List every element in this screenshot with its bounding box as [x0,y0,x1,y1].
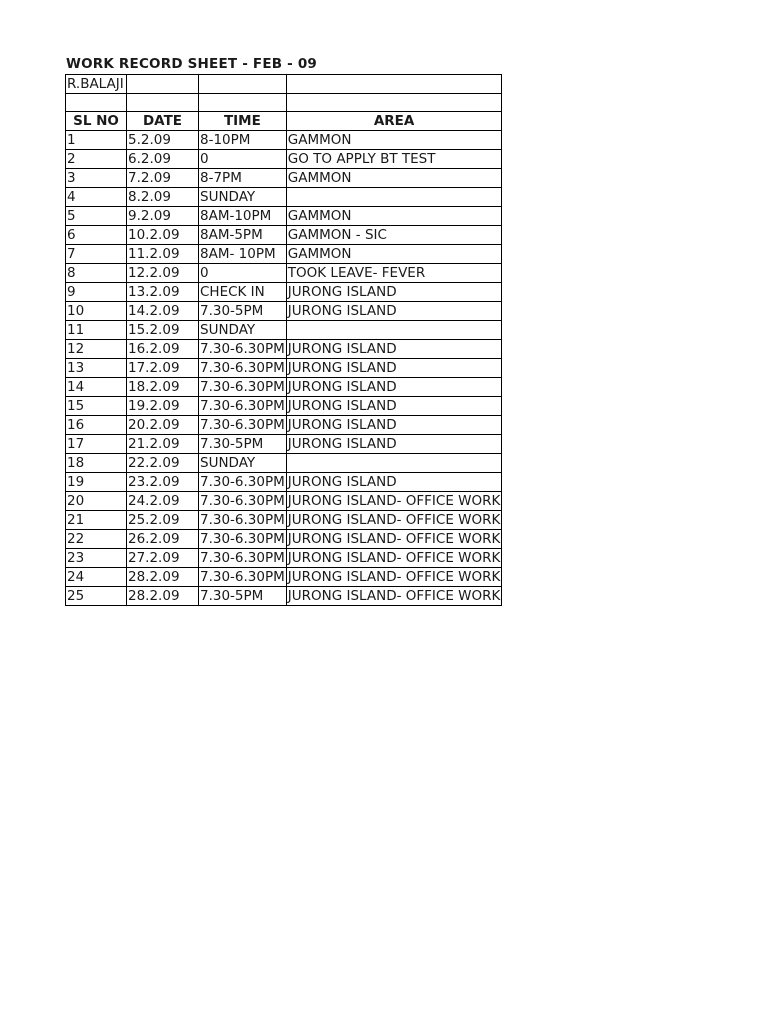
time-cell [199,416,287,435]
time-text: SUNDAY [200,455,256,472]
table-row [66,131,502,150]
sl-no-cell: 14 [66,378,127,397]
time-text: 7.30-6.30PM [200,550,285,567]
work-record-table [65,74,502,606]
date-cell: 7.2.09 [127,169,199,188]
date-cell: 20.2.09 [127,416,199,435]
sl-no-cell: 13 [66,359,127,378]
area-cell: JURONG ISLAND- OFFICE WORK [287,550,501,567]
sl-no-cell: 6 [66,226,127,245]
table-row [66,302,502,321]
empty-cell [127,94,199,112]
table-row [66,587,502,606]
time-cell [199,340,287,359]
time-text: 7.30-5PM [200,303,264,320]
time-cell [199,245,287,264]
sl-no-cell: 15 [66,397,127,416]
area-cell: GAMMON - SIC [286,226,502,245]
table-row [66,530,502,549]
date-cell: 12.2.09 [127,264,199,283]
sl-no-cell: 2 [66,150,127,169]
area-cell: GAMMON [286,169,502,188]
sl-no-cell: 4 [66,188,127,207]
date-cell: 15.2.09 [127,321,199,340]
date-cell: 13.2.09 [127,283,199,302]
time-text: 7.30-6.30PM [200,493,285,510]
sl-no-cell: 17 [66,435,127,454]
time-text: 7.30-5PM [200,436,264,453]
area-cell [286,188,502,207]
date-cell: 9.2.09 [127,207,199,226]
time-cell [199,169,287,188]
date-cell: 24.2.09 [127,492,199,511]
time-text: 0 [200,265,209,282]
time-text: 7.30-6.30PM [200,379,285,396]
area-cell: JURONG ISLAND [286,416,502,435]
employee-name: R.BALAJI [66,75,127,94]
sheet-title: WORK RECORD SHEET - FEB - 09 [66,56,318,72]
time-text: 7.30-6.30PM [200,360,285,377]
area-cell [286,321,502,340]
time-text: 7.30-6.30PM [200,569,285,586]
area-cell: GAMMON [286,207,502,226]
area-cell: JURONG ISLAND [286,340,502,359]
table-row [66,169,502,188]
time-cell [199,473,287,492]
area-cell: TOOK LEAVE- FEVER [286,264,502,283]
table-row [66,207,502,226]
time-text: 8-10PM [200,132,251,149]
date-cell: 8.2.09 [127,188,199,207]
sl-no-cell: 1 [66,131,127,150]
time-cell [199,511,287,530]
date-cell: 14.2.09 [127,302,199,321]
time-cell [199,207,287,226]
date-cell: 28.2.09 [127,568,199,587]
area-cell: JURONG ISLAND- OFFICE WORK [287,569,501,586]
area-cell: JURONG ISLAND [286,359,502,378]
time-cell [199,378,287,397]
empty-cell [199,94,287,112]
time-cell [199,131,287,150]
time-text: 8AM- 10PM [200,246,276,263]
table-row [66,378,502,397]
time-cell [199,226,287,245]
table-row [66,188,502,207]
table-row [66,321,502,340]
date-cell: 6.2.09 [127,150,199,169]
time-cell [199,150,287,169]
sl-no-cell: 3 [66,169,127,188]
time-cell [199,435,287,454]
area-cell: JURONG ISLAND- OFFICE WORK [287,588,501,605]
empty-cell [66,94,127,112]
empty-cell [127,75,199,94]
sl-no-cell: 7 [66,245,127,264]
date-cell: 22.2.09 [127,454,199,473]
sl-no-cell: 8 [66,264,127,283]
header-row [66,112,502,131]
time-text: CHECK IN [200,284,265,301]
sl-no-cell: 20 [66,492,127,511]
table-row [66,511,502,530]
time-cell [199,530,287,549]
time-text: 7.30-6.30PM [200,474,285,491]
header-time: TIME [199,112,287,131]
time-text: SUNDAY [200,322,256,339]
area-cell: JURONG ISLAND [286,397,502,416]
table-row [66,359,502,378]
date-cell: 5.2.09 [127,131,199,150]
time-cell [199,321,287,340]
area-cell: JURONG ISLAND [286,302,502,321]
empty-cell [286,94,502,112]
sl-no-cell: 24 [66,568,127,587]
date-cell: 28.2.09 [127,587,199,606]
time-text: 7.30-6.30PM [200,341,285,358]
blank-row [66,94,502,112]
time-text: 7.30-6.30PM [200,531,285,548]
time-text: 8-7PM [200,170,242,187]
area-cell: GAMMON [286,245,502,264]
time-cell [199,188,287,207]
time-text: 7.30-6.30PM [200,417,285,434]
sl-no-cell: 16 [66,416,127,435]
sl-no-cell: 10 [66,302,127,321]
table-row [66,435,502,454]
table-row [66,473,502,492]
time-text: 8AM-10PM [200,208,272,225]
date-cell: 23.2.09 [127,473,199,492]
date-cell: 19.2.09 [127,397,199,416]
area-cell: JURONG ISLAND [286,378,502,397]
time-text: 0 [200,151,209,168]
time-text: SUNDAY [200,189,256,206]
time-cell [199,264,287,283]
time-cell [199,568,287,587]
area-cell: GAMMON [286,131,502,150]
area-cell: JURONG ISLAND [286,435,502,454]
time-cell [199,397,287,416]
sl-no-cell: 19 [66,473,127,492]
date-cell: 25.2.09 [127,511,199,530]
date-cell: 11.2.09 [127,245,199,264]
time-cell [199,587,287,606]
time-text: 7.30-6.30PM [200,398,285,415]
sl-no-cell: 25 [66,587,127,606]
time-cell [199,302,287,321]
table-row [66,340,502,359]
table-row [66,245,502,264]
name-row [66,75,502,94]
empty-cell [199,75,287,94]
area-cell: JURONG ISLAND- OFFICE WORK [287,531,501,548]
sl-no-cell: 23 [66,549,127,568]
header-date: DATE [127,112,199,131]
sl-no-cell: 9 [66,283,127,302]
date-cell: 26.2.09 [127,530,199,549]
area-cell: GO TO APPLY BT TEST [286,150,502,169]
header-sl-no: SL NO [66,112,127,131]
time-cell [199,454,287,473]
time-cell [199,359,287,378]
table-row [66,549,502,568]
date-cell: 27.2.09 [127,549,199,568]
date-cell: 17.2.09 [127,359,199,378]
date-cell: 16.2.09 [127,340,199,359]
time-cell [199,492,287,511]
area-cell: JURONG ISLAND- OFFICE WORK [287,493,501,510]
sl-no-cell: 12 [66,340,127,359]
area-cell: JURONG ISLAND [286,473,502,492]
table-row [66,283,502,302]
table-body [66,75,502,606]
table-row [66,397,502,416]
area-cell: JURONG ISLAND [286,283,502,302]
time-text: 7.30-5PM [200,588,264,605]
area-cell [286,454,502,473]
table-row [66,226,502,245]
table-row [66,416,502,435]
table-row [66,150,502,169]
sl-no-cell: 21 [66,511,127,530]
header-area: AREA [286,112,502,131]
time-cell [199,283,287,302]
table-row [66,492,502,511]
date-cell: 21.2.09 [127,435,199,454]
time-text: 7.30-6.30PM [200,512,285,529]
date-cell: 10.2.09 [127,226,199,245]
date-cell: 18.2.09 [127,378,199,397]
empty-cell [286,75,502,94]
sl-no-cell: 11 [66,321,127,340]
sl-no-cell: 5 [66,207,127,226]
table-row [66,264,502,283]
time-text: 8AM-5PM [200,227,263,244]
sl-no-cell: 22 [66,530,127,549]
time-cell [199,549,287,568]
sl-no-cell: 18 [66,454,127,473]
area-cell: JURONG ISLAND- OFFICE WORK [287,512,501,529]
table-row [66,568,502,587]
table-row [66,454,502,473]
